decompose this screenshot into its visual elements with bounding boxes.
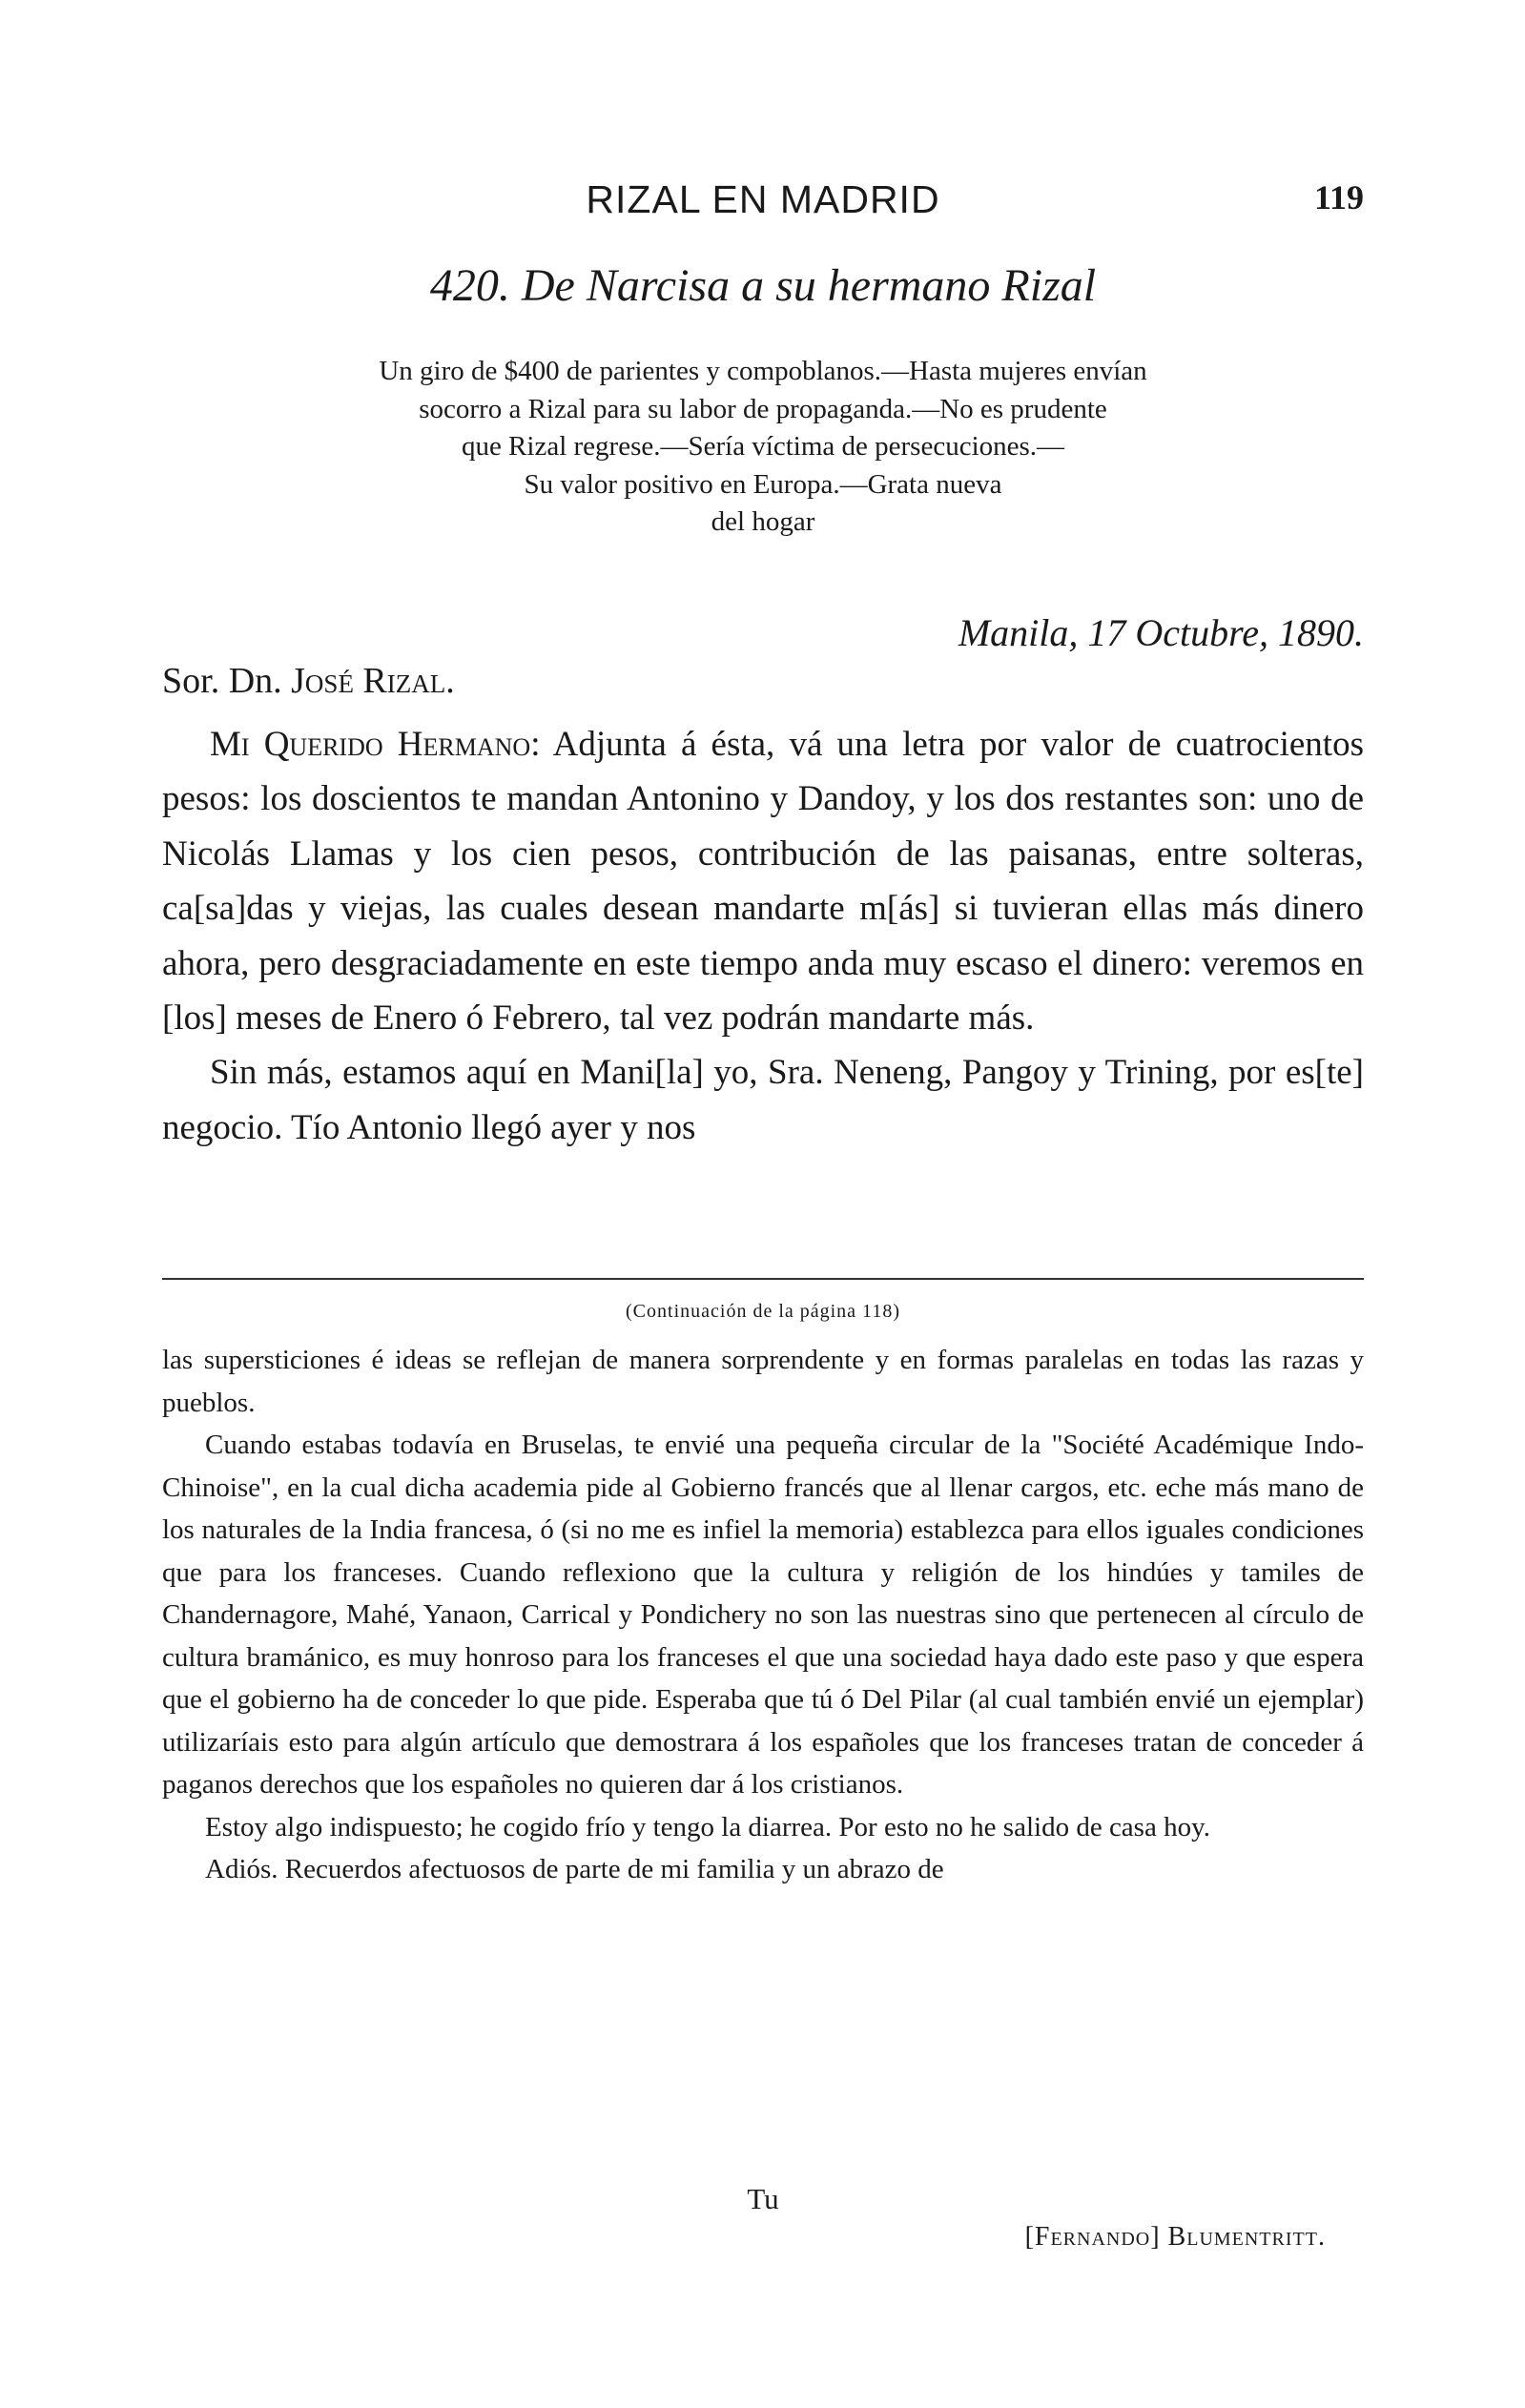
- footnote-continuation: (Continuación de la página 118): [626, 1301, 900, 1322]
- body-paragraph: [162, 717, 1364, 1045]
- letter-body: [162, 717, 1364, 1155]
- running-head: [162, 170, 1364, 227]
- body-paragraph: Sin más, estamos aquí en Mani[la] yo, Sra. Neneng, Pangoy y Trining, por es[te] negocio. Tío Antonio llegó ayer y nos: [162, 1053, 1364, 1147]
- salutation-prefix: Sor. Dn.: [162, 661, 292, 701]
- signature: [Fernando] Blumentritt.: [1024, 2222, 1326, 2252]
- running-title: RIZAL EN MADRID: [586, 177, 940, 221]
- letter-title: 420. De Narcisa a su hermano Rizal: [429, 260, 1097, 311]
- book-page: [162, 0, 1364, 2408]
- footnote-paragraph: las supersticiones é ideas se reflejan de manera sorprendente y en formas paralelas en todas las razas y pueblos.: [162, 1345, 1364, 1418]
- summary-line: Un giro de $400 de parientes y compoblanos.—Hasta mujeres envían: [379, 356, 1147, 386]
- paragraph-text: Adjunta á ésta, vá una letra por valor de cuatrocientos pesos: los doscientos te mandan Antonino y Dandoy, y los dos restantes son: uno de Nicolás Llamas y los cien pesos, contribución de las paisanas, entre solteras, ca[sa]das y viejas, las cuales desean mandarte m[ás] si tuvieran ellas más dinero ahora, pero desgraciadamente en este tiempo anda muy escaso el dinero: veremos en [los] meses de Enero ó Febrero, tal vez podrán mandarte más.: [162, 725, 1364, 1039]
- footnote-body: [162, 1339, 1364, 1891]
- letter-summary: [162, 353, 1364, 542]
- footnote-paragraph: Estoy algo indispuesto; he cogido frío y tengo la diarrea. Por esto no he salido de casa hoy.: [205, 1811, 1210, 1842]
- footnote-divider: [162, 1278, 1364, 1280]
- salutation: [162, 660, 455, 702]
- summary-line: socorro a Rizal para su labor de propaganda.—No es prudente: [419, 393, 1107, 424]
- closing: Tu: [747, 2182, 779, 2215]
- page-number: 119: [1313, 178, 1364, 216]
- dateline: Manila, 17 Octubre, 1890.: [958, 611, 1364, 654]
- summary-line: Su valor positivo en Europa.—Grata nueva: [524, 468, 1002, 500]
- paragraph-lead: Mi Querido Hermano:: [210, 725, 541, 764]
- summary-line: del hogar: [711, 506, 815, 537]
- footnote-paragraph: Cuando estabas todavía en Bruselas, te envié una pequeña circular de la "Société Académique Indo-Chinoise", en la cual dicha academia pide al Gobierno francés que al llenar cargos, etc. eche más mano de los naturales de la India francesa, ó (si no me es infiel la memoria) establezca para ellos iguales condiciones que para los franceses. Cuando reflexiono que la cultura y religión de los hindúes y tamiles de Chandernagore, Mahé, Yanaon, Carrical y Pondichery no son las nuestras sino que pertenecen al círculo de cultura bramánico, es muy honroso para los franceses el que una sociedad haya dado este paso y que espera que el gobierno ha de conceder lo que pide. Esperaba que tú ó Del Pilar (al cual también envié un ejemplar) utilizaríais esto para algún artículo que demostrara á los españoles que los franceses tratan de conceder á paganos derechos que los españoles no quieren dar á los cristianos.: [162, 1430, 1364, 1800]
- summary-line: que Rizal regrese.—Sería víctima de persecuciones.—: [461, 431, 1065, 462]
- salutation-name: José Rizal.: [291, 661, 455, 701]
- footnote-paragraph: Adiós. Recuerdos afectuosos de parte de mi familia y un abrazo de: [205, 1854, 944, 1884]
